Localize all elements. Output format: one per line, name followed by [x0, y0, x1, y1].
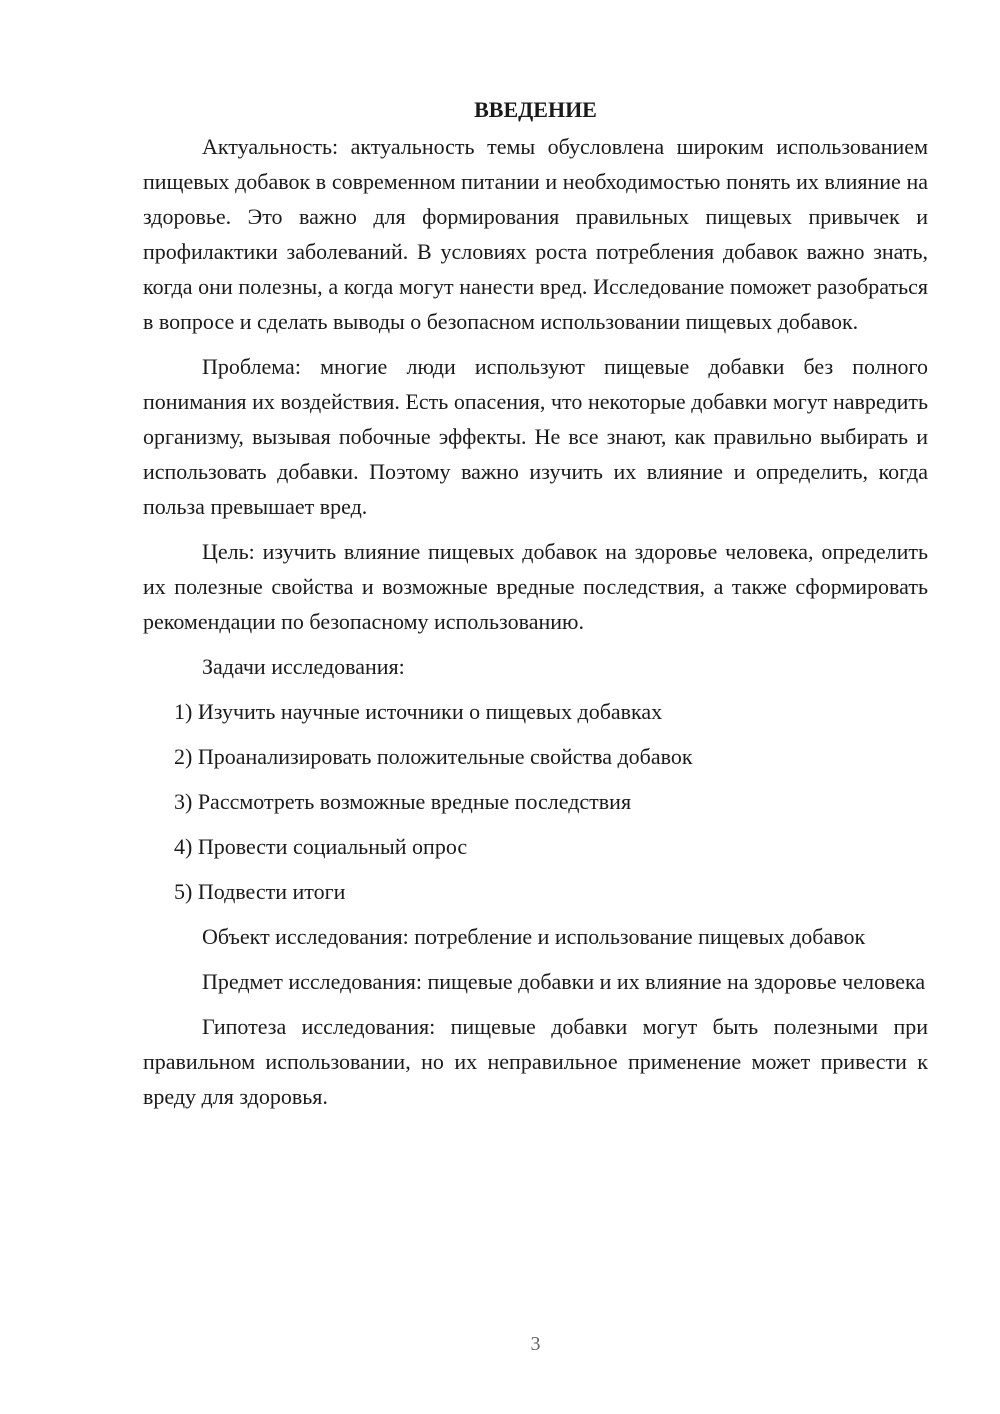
hypothesis-paragraph: Гипотеза исследования: пищевые добавки могут быть полезными при правильном использовании, но их неправильное применение может привести к вреду для здоровья. [143, 1014, 928, 1109]
section-title: ВВЕДЕНИЕ [474, 97, 597, 122]
tasks-list [143, 694, 928, 909]
page-number: 3 [530, 1333, 541, 1355]
object-paragraph: Объект исследования: потребление и использование пищевых добавок [202, 924, 866, 949]
tasks-heading: Задачи исследования: [202, 654, 405, 679]
subject-paragraph: Предмет исследования: пищевые добавки и их влияние на здоровье человека [202, 969, 926, 994]
task-item-1: 1) Изучить научные источники о пищевых добавках [174, 699, 663, 724]
task-item-4: 4) Провести социальный опрос [174, 834, 468, 859]
task-item-2: 2) Проанализировать положительные свойства добавок [174, 744, 693, 769]
relevance-paragraph: Актуальность: актуальность темы обусловлена широким использованием пищевых добавок в современном питании и необходимостью понять их влияние на здоровье. Это важно для формирования правильных пищевых привычек и профилактики заболеваний. В условиях роста потребления добавок важно знать, когда они полезны, а когда могут нанести вред. Исследование поможет разобраться в вопросе и сделать выводы о безопасном использовании пищевых добавок. [143, 134, 928, 334]
task-item-3: 3) Рассмотреть возможные вредные последствия [174, 789, 632, 814]
task-item-5: 5) Подвести итоги [174, 879, 346, 904]
goal-paragraph: Цель: изучить влияние пищевых добавок на здоровье человека, определить их полезные свойства и возможные вредные последствия, а также сформировать рекомендации по безопасному использованию. [143, 539, 928, 634]
document-page [143, 92, 928, 1124]
problem-paragraph: Проблема: многие люди используют пищевые добавки без полного понимания их воздействия. Есть опасения, что некоторые добавки могут навредить организму, вызывая побочные эффекты. Не все знают, как правильно выбирать и использовать добавки. Поэтому важно изучить их влияние и определить, когда польза превышает вред. [143, 354, 928, 519]
